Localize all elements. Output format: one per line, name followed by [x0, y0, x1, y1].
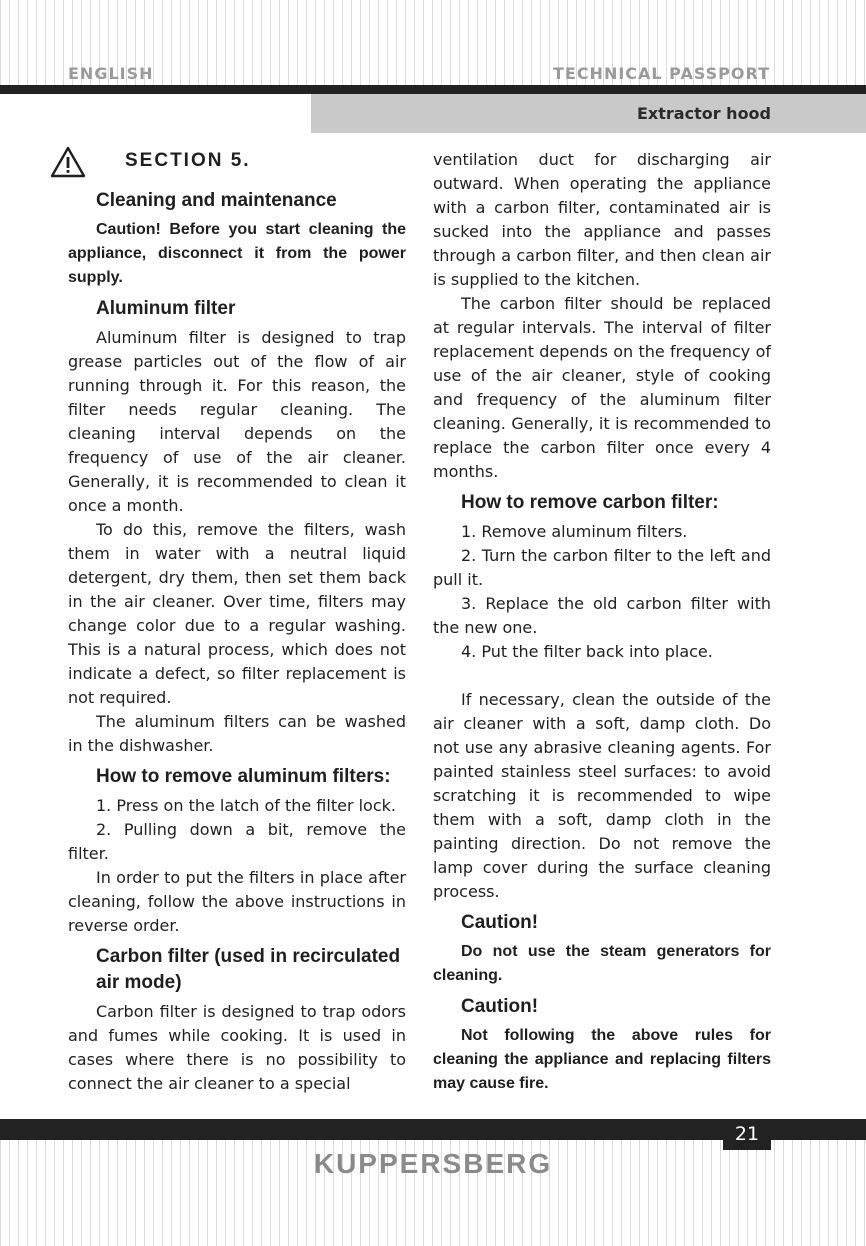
- step-press-latch: 1. Press on the latch of the filter lock.: [96, 796, 396, 815]
- brand-logo: KUPPERSBERG: [313, 1148, 553, 1179]
- paragraph-reverse-order: In order to put the filters in place after cleaning, follow the above instructions in reverse order.: [68, 868, 406, 935]
- step-put-back: 4. Put the filter back into place.: [461, 642, 713, 661]
- heading-carbon-filter: Carbon filter (used in recirculated air mode): [96, 946, 401, 993]
- caution-heading-steam: Caution!: [461, 912, 539, 933]
- caution-disconnect: Caution! Before you start cleaning the appliance, disconnect it from the power supply.: [68, 221, 406, 286]
- header-language: ENGLISH: [68, 64, 154, 83]
- step-replace-carbon: 3. Replace the old carbon filter with the new one.: [433, 594, 771, 637]
- header-divider-bar: [0, 85, 866, 94]
- paragraph-aluminum-dishwasher: The aluminum filters can be washed in the dishwasher.: [68, 712, 406, 755]
- paragraph-carbon-replacement: The carbon filter should be replaced at regular intervals. The interval of filter replacement depends on the frequency of use of the air cleaner, style of cooking and frequency of the aluminum filter cleaning. Generally, it is recommended to replace the carbon filter once every 4 months.: [433, 294, 771, 481]
- step-remove-aluminum: 1. Remove aluminum filters.: [461, 522, 688, 541]
- paragraph-aluminum-washing: To do this, remove the filters, wash them in water with a neutral liquid detergent, dry them, then set them back in the air cleaner. Over time, filters may change color due to a regular washing. This is a natural process, which does not indicate a defect, so filter replacement is not required.: [68, 520, 406, 707]
- caution-fire-risk: Not following the above rules for cleaning the appliance and replacing filters may cause fire.: [433, 1027, 771, 1092]
- step-pull-down: 2. Pulling down a bit, remove the filter.: [68, 820, 406, 863]
- left-column: [68, 148, 406, 1096]
- page-subtitle: Extractor hood: [637, 104, 771, 123]
- caution-heading-fire: Caution!: [461, 996, 539, 1017]
- paragraph-carbon-purpose: Carbon filter is designed to trap odors and fumes while cooking. It is used in cases where there is no possibility to connect the air cleaner to a special: [68, 1002, 406, 1093]
- page-number: 21: [723, 1119, 771, 1150]
- section-header: [68, 148, 406, 182]
- subtitle-band: [311, 94, 866, 133]
- warning-icon: [50, 146, 86, 178]
- section-title: SECTION 5.: [125, 150, 251, 171]
- spacer: [433, 664, 771, 688]
- right-column: [433, 148, 771, 1096]
- header-doc-type: TECHNICAL PASSPORT: [552, 64, 770, 83]
- caution-steam-generators: Do not use the steam generators for cleaning.: [433, 943, 771, 984]
- paragraph-carbon-continued: ventilation duct for discharging air outward. When operating the appliance with a carbon filter, contaminated air is sucked into the appliance and passes through a carbon filter, and then clean air is supplied to the kitchen.: [433, 150, 771, 289]
- heading-aluminum-filter: Aluminum filter: [96, 298, 236, 319]
- step-turn-carbon: 2. Turn the carbon filter to the left and pull it.: [433, 546, 771, 589]
- paragraph-outside-cleaning: If necessary, clean the outside of the air cleaner with a soft, damp cloth. Do not use any abrasive cleaning agents. For painted stainless steel surfaces: to avoid scratching it is recommended to wipe them with a soft, damp cloth in the painting direction. Do not remove the lamp cover during the surface cleaning process.: [433, 690, 771, 901]
- paragraph-aluminum-purpose: Aluminum filter is designed to trap grease particles out of the flow of air running through it. For this reason, the filter needs regular cleaning. The cleaning interval depends on the frequency of use of the air cleaner. Generally, it is recommended to clean it once a month.: [68, 328, 406, 515]
- heading-cleaning-maintenance: Cleaning and maintenance: [96, 190, 337, 211]
- heading-remove-aluminum: How to remove aluminum filters:: [96, 766, 391, 787]
- heading-remove-carbon: How to remove carbon filter:: [461, 492, 719, 513]
